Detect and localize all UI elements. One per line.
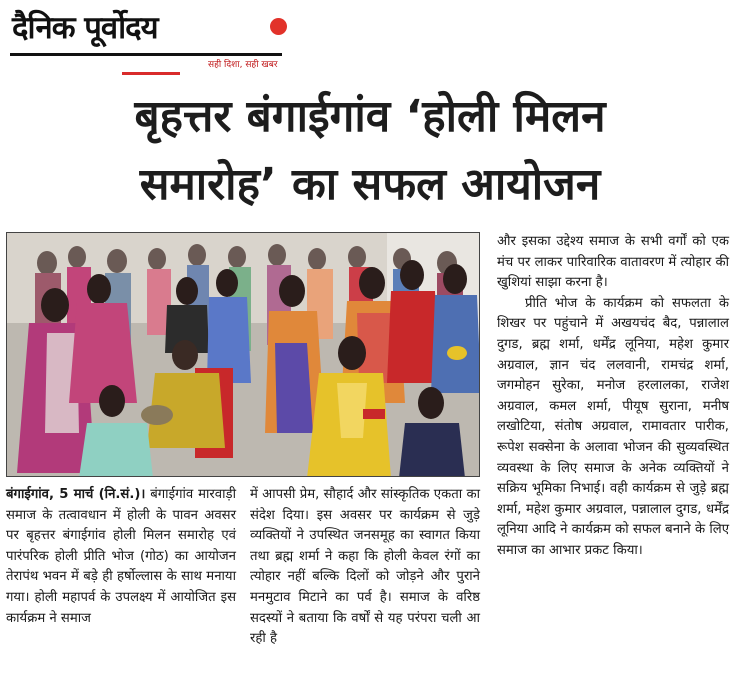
article-dateline: बंगाईगांव, 5 मार्च (नि.सं.)। (6, 487, 146, 502)
event-photo (6, 232, 480, 477)
headline-line-1: बृहत्तर बंगाईगांव ‘होली मिलन (134, 91, 606, 142)
newspaper-name: दैनिक पूर्वोदय (12, 10, 158, 46)
masthead-tagline: सही दिशा, सही खबर (208, 60, 278, 70)
masthead-sun-logo (270, 18, 287, 35)
event-photo-illustration (7, 233, 480, 477)
masthead-accent-bar (122, 72, 180, 75)
article-column-1-text: बंगाईगांव मारवाड़ी समाज के तत्वावधान में होली के पावन अवसर पर बृहत्तर बंगाईगांव होली मिलन समारोह एवं पारंपरिक होली प्रीति भोज (गोठ) का आयोजन तेरापंथ भवन में बड़े ही हर्षोल्लास के साथ मनाया गया। होली महापर्व के उपलक्ष्य में आयोजित इस कार्यक्रम ने समाज (6, 487, 237, 626)
article-column-3-paragraph-1: और इसका उद्देश्य समाज के सभी वर्गों को एक मंच पर लाकर पारिवारिक वातावरण में त्योहार की खुशियां साझा करना है। (497, 234, 729, 291)
article-column-1 (6, 485, 236, 629)
article-column-3 (497, 232, 729, 562)
article-column-3-paragraph-2: प्रीति भोज के कार्यक्रम को सफलता के शिखर पर पहुंचाने में अखयचंद बैद, पन्नालाल दुगड, ब्रह्म शर्मा, धर्मेंद्र लूनिया, महेश कुमार अग्रवाल, ज्ञान चंद ललवानी, रामचंद्र शर्मा, जगमोहन सुरेका, मनोज हरलालका, राजेश अग्रवाल, कमल शर्मा, पीयूष सुराना, मनीष लखोटिया, संतोष अग्रवाल, रामावतार पारीक, रूपेश सक्सेना के अलावा भोजन की सुव्यवस्थित व्यवस्था के लिए समाज के अनेक व्यक्तियों ने सक्रिय भूमिका निभाई। वही कार्यक्रम से जुड़े ब्रह्म शर्मा, महेश कुमार अग्रवाल, पन्नालाल दुगड, धर्मेंद्र लूनिया आदि ने कार्यक्रम को सफल बनाने के लिए समाज का आभार प्रकट किया। (497, 295, 729, 558)
masthead (10, 6, 290, 72)
article-column-2 (250, 485, 480, 650)
headline-line-2: समारोह’ का सफल आयोजन (139, 159, 601, 210)
article-column-2-text: में आपसी प्रेम, सौहार्द और सांस्कृतिक एकता का संदेश दिया। इस अवसर पर कार्यक्रम से जुड़े व्यक्तियों ने उपस्थित जनसमूह का स्वागत किया तथा ब्रह्म शर्मा ने कहा कि होली केवल रंगों का त्योहार नहीं बल्कि दिलों को जोड़ने और पुराने मनमुटाव मिटाने का पर्व है। समाज के वरिष्ठ सदस्यों ने बताया कि वर्षों से यह परंपरा चली आ रही है (250, 487, 480, 647)
masthead-rule (10, 53, 282, 56)
